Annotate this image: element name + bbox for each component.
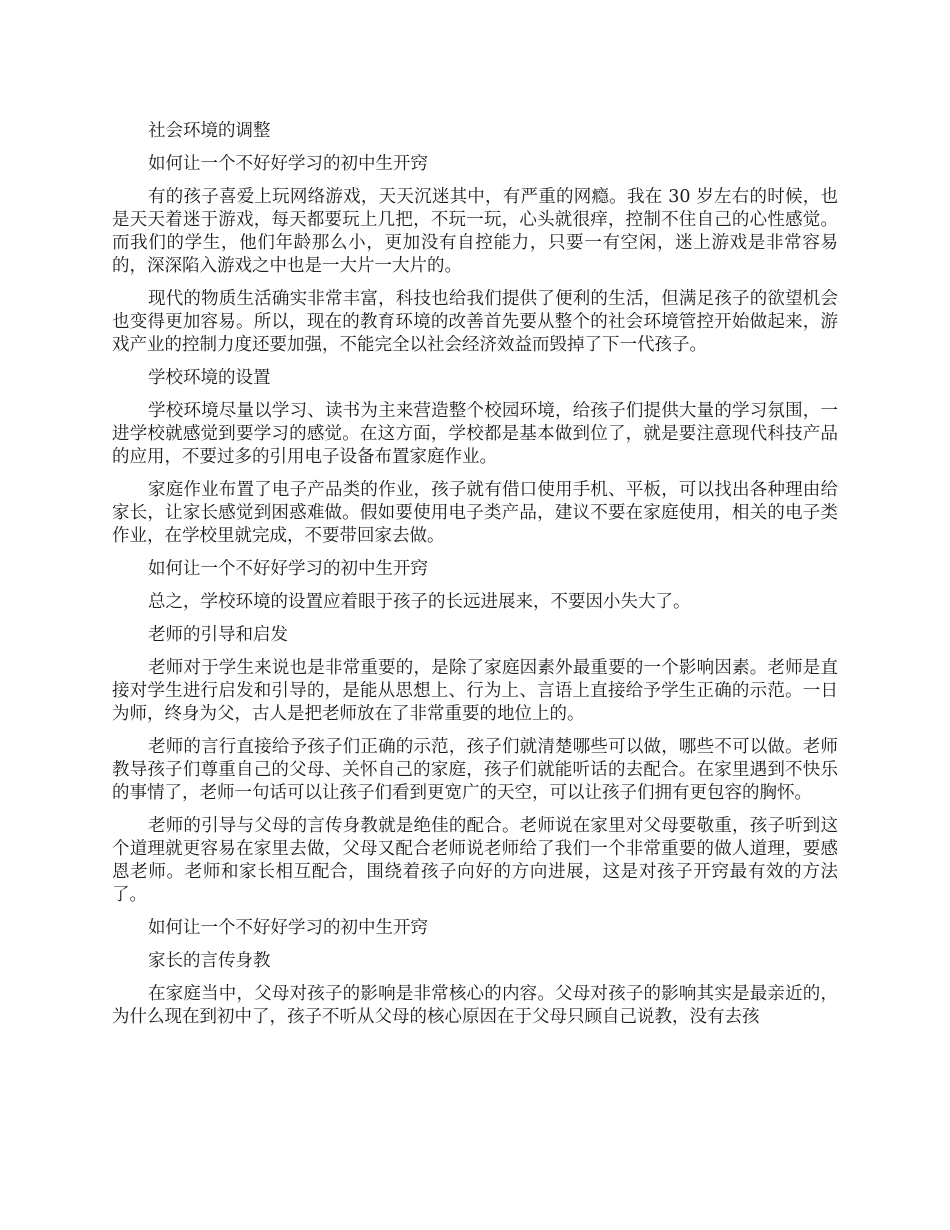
paragraph-heading-school-environment: 学校环境的设置 — [148, 368, 271, 388]
paragraph-school-atmosphere: 学校环境尽量以学习、读书为主来营造整个校园环境，给孩子们提供大量的学习氛围，一进学校就感觉到要学习的感觉。在这方面，学校都是基本做到位了，就是要注意现代科技产品的应用，不要过多的引用电子设备布置家庭作业。 — [112, 401, 838, 467]
paragraph-title-repeat-2: 如何让一个不好好学习的初中生开窍 — [148, 559, 428, 579]
paragraph-teacher-parent-cooperation: 老师的引导与父母的言传身教就是绝佳的配合。老师说在家里对父母要敬重，孩子听到这个道理就更容易在家里去做，父母又配合老师说老师给了我们一个非常重要的做人道理，要感恩老师。老师和家长相互配合，围绕着孩子向好的方向进展，这是对孩子开窍最有效的方法了。 — [112, 816, 838, 905]
paragraph-title-repeat-1: 如何让一个不好好学习的初中生开窍 — [148, 154, 428, 174]
paragraph-heading-social-environment: 社会环境的调整 — [148, 121, 271, 141]
paragraph-material-life: 现代的物质生活确实非常丰富，科技也给我们提供了便利的生活，但满足孩子的欲望机会也变得更加容易。所以，现在的教育环境的改善首先要从整个的社会环境管控开始做起来，游戏产业的控制力度还要加强，不能完全以社会经济效益而毁掉了下一代孩子。 — [112, 289, 838, 355]
paragraph-heading-teacher-guidance: 老师的引导和启发 — [148, 625, 288, 645]
document-body — [112, 120, 838, 1039]
paragraph-family-influence: 在家庭当中，父母对孩子的影响是非常核心的内容。父母对孩子的影响其实是最亲近的，为什么现在到初中了，孩子不听从父母的核心原因在于父母只顾自己说教，没有去孩 — [112, 984, 838, 1027]
paragraph-teacher-example: 老师的言行直接给予孩子们正确的示范，孩子们就清楚哪些可以做，哪些不可以做。老师教导孩子们尊重自己的父母、关怀自己的家庭，孩子们就能听话的去配合。在家里遇到不快乐的事情了，老师一句话可以让孩子们看到更宽广的天空，可以让孩子们拥有更包容的胸怀。 — [112, 737, 838, 803]
paragraph-teacher-importance: 老师对于学生来说也是非常重要的，是除了家庭因素外最重要的一个影响因素。老师是直接对学生进行启发和引导的，是能从思想上、行为上、言语上直接给予学生正确的示范。一日为师，终身为父，古人是把老师放在了非常重要的地位上的。 — [112, 658, 838, 724]
paragraph-electronic-homework: 家庭作业布置了电子产品类的作业，孩子就有借口使用手机、平板，可以找出各种理由给家长，让家长感觉到困惑难做。假如要使用电子类产品，建议不要在家庭使用，相关的电子类作业，在学校里就完成，不要带回家去做。 — [112, 480, 838, 546]
paragraph-title-repeat-3: 如何让一个不好好学习的初中生开窍 — [148, 918, 428, 938]
paragraph-heading-parent-example: 家长的言传身教 — [148, 951, 271, 971]
paragraph-online-games: 有的孩子喜爱上玩网络游戏，天天沉迷其中，有严重的网瘾。我在 30 岁左右的时候，也是天天着迷于游戏，每天都要玩上几把，不玩一玩，心头就很痒，控制不住自己的心性感觉。而我们的学生，他们年龄那么小，更加没有自控能力，只要一有空闲，迷上游戏是非常容易的，深深陷入游戏之中也是一大片一大片的。 — [112, 187, 838, 276]
paragraph-school-summary: 总之，学校环境的设置应着眼于孩子的长远进展来，不要因小失大了。 — [148, 592, 691, 612]
